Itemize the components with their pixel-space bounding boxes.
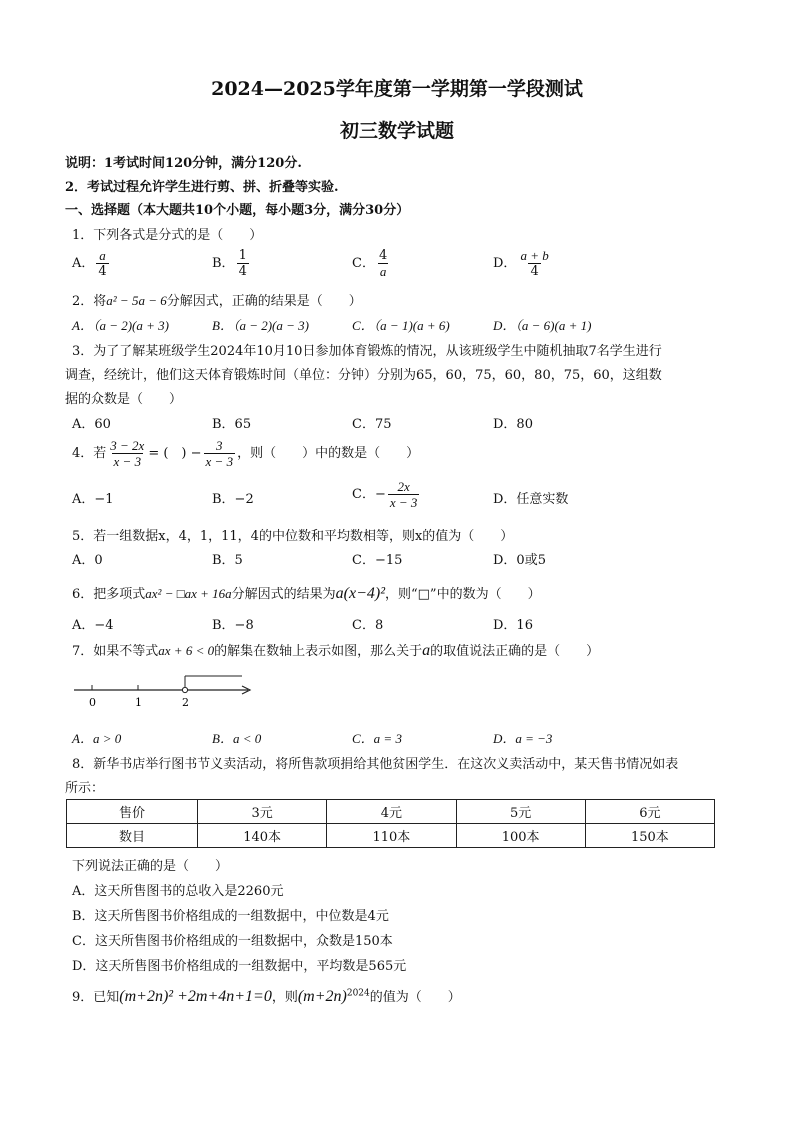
- question-1-option-d: D． $\frac{a + b}{4}$: [493, 248, 549, 279]
- question-3-option-a: A．60: [72, 417, 111, 432]
- question-6-stem: 6．把多项式ax² − □ax + 16a分解因式的结果为a(x−4)²，则“□”中的数为（ ）: [72, 585, 541, 602]
- table-row: [67, 824, 715, 848]
- question-2-option-c: C．（a − 1)(a + 6): [352, 318, 450, 333]
- table-cell: 100本: [456, 824, 585, 848]
- question-7-option-b: B．a < 0: [212, 731, 262, 746]
- question-2-option-d: D．（a − 6)(a + 1): [493, 318, 592, 333]
- question-5-option-d: D．0或5: [493, 553, 546, 568]
- table-cell: 140本: [198, 824, 327, 848]
- question-3-line-3: 据的众数是（ ）: [65, 392, 183, 407]
- question-8-line-2: 所示：: [65, 781, 105, 796]
- question-1-option-a: A． $\frac{a}{4}$: [72, 248, 107, 279]
- question-7-option-a: A．a > 0: [72, 731, 122, 746]
- table-cell: 4元: [327, 800, 456, 824]
- question-8-option-d: D．这天所售图书价格组成的一组数据中，平均数是565元: [72, 959, 407, 974]
- question-8-option-b: B．这天所售图书价格组成的一组数据中，中位数是4元: [72, 909, 389, 924]
- instructions-line-1: 说明：1考试时间120分钟，满分120分.: [65, 156, 302, 171]
- question-1-option-c: C． $\frac{4}{a}$: [352, 248, 388, 279]
- question-3-option-b: B．65: [212, 417, 252, 432]
- question-8-line-1: 8．新华书店举行图书节义卖活动，将所售款项捐给其他贫困学生．在这次义卖活动中，某天售书情况如表: [72, 757, 679, 772]
- section-heading: 一、选择题（本大题共10个小题，每小题3分，满分30分）: [65, 203, 410, 218]
- question-7-option-d: D．a = −3: [493, 731, 553, 746]
- question-2-option-a: A．（a − 2)(a + 3): [72, 318, 169, 333]
- question-3-option-d: D．80: [493, 417, 533, 432]
- question-3-option-c: C．75: [352, 417, 392, 432]
- table-cell: 售价: [67, 800, 198, 824]
- axis-tick-1: 1: [135, 696, 142, 709]
- question-2-option-b: B．（a − 2)(a − 3): [212, 318, 309, 333]
- table-cell: 3元: [198, 800, 327, 824]
- exam-subtitle: 初三数学试题: [339, 120, 454, 142]
- question-2-stem: 2．将a² − 5a − 6分解因式，正确的结果是（ ）: [72, 293, 362, 309]
- table-row: [67, 800, 715, 824]
- question-6-option-b: B．−8: [212, 618, 254, 633]
- question-7-option-c: C．a = 3: [352, 731, 402, 746]
- question-4-stem: 4．若 $\frac{3 - 2x}{x - 3}$ = ( ) − $\frac{3}{x - 3}$ ，则（ ）中的数是（ ）: [72, 438, 420, 469]
- table-cell: 6元: [585, 800, 714, 824]
- table-cell: 数目: [67, 824, 198, 848]
- question-9-stem: 9．已知(m+2n)² +2m+4n+1=0，则$(m+2n)^{2024}$的值为（ ）: [72, 988, 461, 1005]
- question-1-stem: 1．下列各式是分式的是（ ）: [72, 228, 263, 243]
- question-5-stem: 5．若一组数据x，4，1，11，4的中位数和平均数相等，则x的值为（ ）: [72, 529, 514, 544]
- question-1-option-b: B． $\frac{1}{4}$: [212, 248, 247, 279]
- instructions-line-2: 2．考试过程允许学生进行剪、拼、折叠等实验.: [65, 180, 339, 195]
- table-cell: 5元: [456, 800, 585, 824]
- question-8-question: 下列说法正确的是（ ）: [72, 859, 229, 874]
- question-6-option-c: C．8: [352, 618, 384, 633]
- question-4-option-b: B．−2: [212, 492, 254, 507]
- question-6-option-d: D．16: [493, 618, 533, 633]
- question-5-option-a: A．0: [72, 553, 103, 568]
- question-4-option-d: D．任意实数: [493, 492, 569, 507]
- question-6-option-a: A．−4: [72, 618, 114, 633]
- question-3-line-2: 调查，经统计，他们这天体育锻炼时间（单位：分钟）分别为65，60，75，60，80，75，60，这组数: [65, 368, 662, 383]
- axis-tick-0: 0: [89, 696, 96, 709]
- question-8-option-c: C．这天所售图书价格组成的一组数据中，众数是150本: [72, 934, 393, 949]
- question-7-stem: 7．如果不等式ax + 6 < 0的解集在数轴上表示如图，那么关于a的取值说法正确的是（ ）: [72, 642, 600, 659]
- exam-title: 2024—2025学年度第一学期第一学段测试: [211, 78, 583, 100]
- axis-tick-2: 2: [182, 696, 189, 709]
- question-4-option-c: C．− $\frac{2x}{x - 3}$: [352, 479, 418, 510]
- sales-table: [66, 799, 715, 848]
- table-cell: 110本: [327, 824, 456, 848]
- question-5-option-b: B．5: [212, 553, 243, 568]
- table-cell: 150本: [585, 824, 714, 848]
- question-8-option-a: A．这天所售图书的总收入是2260元: [72, 884, 284, 899]
- number-line-figure: [70, 672, 260, 712]
- question-3-line-1: 3．为了了解某班级学生2024年10月10日参加体育锻炼的情况，从该班级学生中随机抽取7名学生进行: [72, 344, 662, 359]
- question-4-option-a: A．−1: [72, 492, 114, 507]
- question-5-option-c: C．−15: [352, 553, 403, 568]
